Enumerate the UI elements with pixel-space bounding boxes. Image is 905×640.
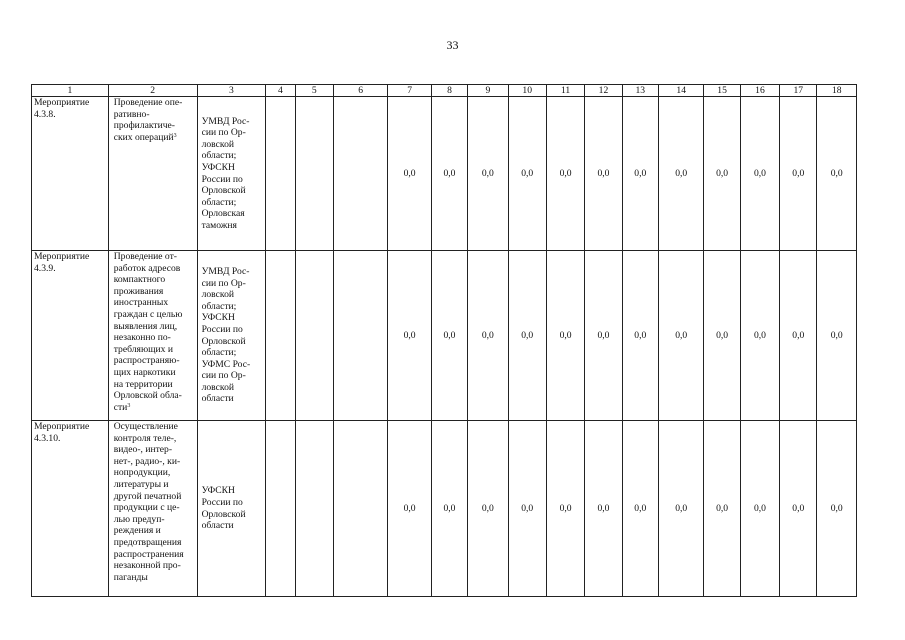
footnote-marker: 3 <box>173 132 177 139</box>
event-name-text: Проведение опе- ративно- профилактиче- ских операций <box>113 97 183 143</box>
empty-cell <box>266 421 295 597</box>
event-name-cell <box>108 251 197 421</box>
value-cell: 0,0 <box>780 421 817 597</box>
executor-cell <box>197 251 266 421</box>
value-cell: 0,0 <box>508 251 546 421</box>
executor-text: УФСКН России по Орловской области <box>201 485 246 532</box>
value-cell: 0,0 <box>740 421 779 597</box>
event-id-text: Мероприятие 4.3.9. <box>34 251 90 274</box>
empty-cell <box>295 251 333 421</box>
column-header-17: 17 <box>780 85 817 97</box>
value-cell: 0,0 <box>388 251 431 421</box>
event-name-cell <box>108 421 197 597</box>
value-cell: 0,0 <box>468 421 508 597</box>
value-cell: 0,0 <box>817 251 857 421</box>
program-table <box>31 84 857 597</box>
value-cell: 0,0 <box>658 97 703 251</box>
value-cell: 0,0 <box>704 421 740 597</box>
event-id-cell <box>32 97 109 251</box>
column-header-11: 11 <box>546 85 584 97</box>
column-header-4: 4 <box>266 85 295 97</box>
column-header-10: 10 <box>508 85 546 97</box>
value-cell: 0,0 <box>622 421 658 597</box>
value-cell: 0,0 <box>622 251 658 421</box>
event-name-cell <box>108 97 197 251</box>
value-cell: 0,0 <box>546 421 584 597</box>
table-row <box>32 97 857 251</box>
executor-cell <box>197 421 266 597</box>
event-id-cell <box>32 421 109 597</box>
value-cell: 0,0 <box>817 97 857 251</box>
value-cell: 0,0 <box>585 97 622 251</box>
column-header-8: 8 <box>431 85 467 97</box>
page-number: 33 <box>446 38 459 52</box>
column-header-1: 1 <box>32 85 109 97</box>
column-header-14: 14 <box>658 85 703 97</box>
column-header-2: 2 <box>108 85 197 97</box>
value-cell: 0,0 <box>740 251 779 421</box>
event-name-text: Проведение от- работок адресов компактного проживания иностранных граждан с целью выявления лиц, незаконно по- требляющих и распространяю- щих наркотики на территории Орловской обла- сти <box>113 251 183 413</box>
value-cell: 0,0 <box>704 251 740 421</box>
executor-cell <box>197 97 266 251</box>
empty-cell <box>333 421 388 597</box>
value-cell: 0,0 <box>585 251 622 421</box>
column-header-15: 15 <box>704 85 740 97</box>
column-header-13: 13 <box>622 85 658 97</box>
empty-cell <box>333 251 388 421</box>
value-cell: 0,0 <box>468 251 508 421</box>
value-cell: 0,0 <box>585 421 622 597</box>
value-cell: 0,0 <box>468 97 508 251</box>
event-id-cell <box>32 251 109 421</box>
value-cell: 0,0 <box>780 97 817 251</box>
event-id-text: Мероприятие 4.3.10. <box>34 421 90 444</box>
value-cell: 0,0 <box>431 421 467 597</box>
value-cell: 0,0 <box>658 421 703 597</box>
column-header-3: 3 <box>197 85 266 97</box>
executor-text: УМВД Рос- сии по Ор- ловской области; УФСКН России по Орловской области; Орловская таможня <box>201 115 250 231</box>
column-header-7: 7 <box>388 85 431 97</box>
executor-text: УМВД Рос- сии по Ор- ловской области; УФСКН России по Орловской области; УФМС Рос- сии по Ор- ловской области <box>201 265 251 405</box>
value-cell: 0,0 <box>388 97 431 251</box>
value-cell: 0,0 <box>546 97 584 251</box>
table-row <box>32 421 857 597</box>
value-cell: 0,0 <box>658 251 703 421</box>
value-cell: 0,0 <box>431 251 467 421</box>
event-name-text: Осуществление контроля теле-, видео-, интер- нет-, радио-, ки- нопродукции, литературы и другой печатной продукции с це- лью предуп- реждения и предотвращения распространения незаконной про- паганды <box>113 421 184 583</box>
empty-cell <box>266 251 295 421</box>
value-cell: 0,0 <box>780 251 817 421</box>
value-cell: 0,0 <box>622 97 658 251</box>
empty-cell <box>295 97 333 251</box>
column-header-5: 5 <box>295 85 333 97</box>
value-cell: 0,0 <box>388 421 431 597</box>
column-header-12: 12 <box>585 85 622 97</box>
value-cell: 0,0 <box>508 421 546 597</box>
event-id-text: Мероприятие 4.3.8. <box>34 97 90 120</box>
footnote-marker: 3 <box>127 402 131 409</box>
value-cell: 0,0 <box>546 251 584 421</box>
column-header-16: 16 <box>740 85 779 97</box>
header-row <box>32 85 857 97</box>
value-cell: 0,0 <box>817 421 857 597</box>
value-cell: 0,0 <box>508 97 546 251</box>
empty-cell <box>266 97 295 251</box>
value-cell: 0,0 <box>431 97 467 251</box>
table-row <box>32 251 857 421</box>
value-cell: 0,0 <box>740 97 779 251</box>
column-header-9: 9 <box>468 85 508 97</box>
empty-cell <box>333 97 388 251</box>
column-header-18: 18 <box>817 85 857 97</box>
value-cell: 0,0 <box>704 97 740 251</box>
empty-cell <box>295 421 333 597</box>
column-header-6: 6 <box>333 85 388 97</box>
